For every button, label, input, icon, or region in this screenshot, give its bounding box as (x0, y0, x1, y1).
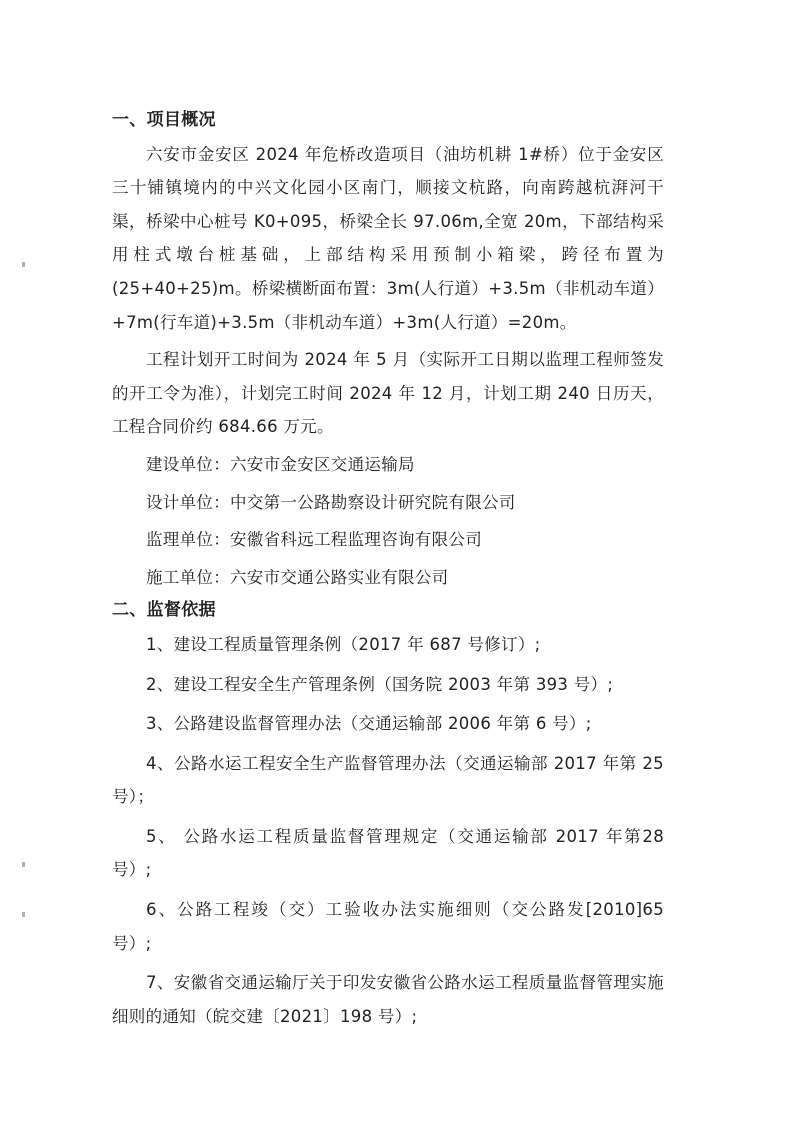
schedule-paragraph: 工程计划开工时间为 2024 年 5 月（实际开工日期以监理工程师签发的开工令为准），计划完工时间 2024 年 12 月，计划工期 240 日历天，工程合同价约 684.66 万元。 (112, 350, 664, 437)
basis-item: 5、 公路水运工程质量监督管理规定（交通运输部 2017 年第28 号）; (112, 826, 664, 880)
scan-mark (22, 262, 25, 267)
unit-line-contractor: 施工单位：六安市交通公路实业有限公司 (146, 567, 449, 587)
basis-item: 7、安徽省交通运输厅关于印发安徽省公路水运工程质量监督管理实施细则的通知（皖交建〔2021〕198 号）; (112, 973, 664, 1026)
unit-line-design: 设计单位：中交第一公路勘察设计研究院有限公司 (146, 492, 516, 512)
section-heading-overview: 一、项目概况 (112, 110, 216, 130)
unit-line-construction: 建设单位：六安市金安区交通运输局 (146, 454, 415, 474)
basis-item: 2、建设工程安全生产管理条例（国务院 2003 年第 393 号）; (146, 674, 614, 694)
document-body (112, 104, 664, 1039)
basis-item: 4、公路水运工程安全生产监督管理办法（交通运输部 2017 年第 25 号）； (112, 753, 664, 807)
scan-mark (22, 862, 25, 867)
basis-item: 3、公路建设监督管理办法（交通运输部 2006 年第 6 号）; (146, 714, 592, 734)
scan-mark (22, 912, 25, 917)
overview-paragraph: 六安市金安区 2024 年危桥改造项目（油坊机耕 1#桥）位于金安区三十铺镇境内的中兴文化园小区南门，顺接文杭路，向南跨越杭湃河干渠，桥梁中心桩号 K0+095，桥梁全长 97.06m,全宽 20m，下部结构采用柱式墩台桩基础，上部结构采用预制小箱梁，跨径布置为(25+40+25)m。桥梁横断面布置：3m(人行道）+3.5m（非机动车道）+7m(行车道)+3.5m（非机动车道）+3m(人行道）=20m。 (112, 144, 664, 332)
section-heading-basis: 二、监督依据 (112, 600, 216, 621)
unit-line-supervision: 监理单位：安徽省科远工程监理咨询有限公司 (146, 530, 482, 550)
basis-item: 6、公路工程竣（交）工验收办法实施细则（交公路发[2010]65 号）; (112, 900, 664, 953)
basis-item: 1、建设工程质量管理条例（2017 年 687 号修订）; (146, 634, 541, 654)
